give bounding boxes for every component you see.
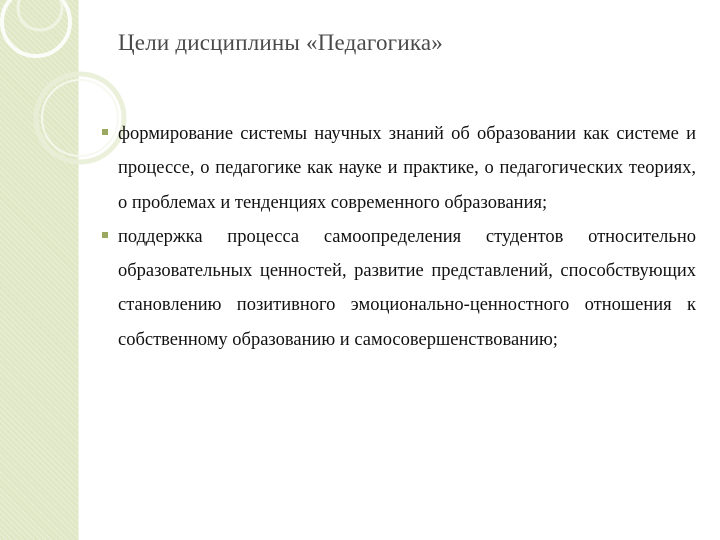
bullet-text: поддержка процесса самоопределения студентов относительно образовательных ценностей, развитие представлений, способствующих становлению позитивного эмоционально-ценностного отношения к собственному образованию и самосовершенствованию; [118,226,696,350]
bullet-list [100,117,696,357]
bullet-text: формирование системы научных знаний об образовании как системе и процессе, о педагогике как науке и практике, о педагогических теориях, о проблемах и тенденциях современного образования; [118,124,696,213]
bullet-square-icon [102,129,108,135]
list-item [100,220,696,357]
side-panel-edge [78,0,82,540]
slide-title: Цели дисциплины «Педагогика» [118,30,443,55]
list-item [100,117,696,220]
side-panel-decoration [0,0,78,540]
bullet-square-icon [102,232,108,238]
